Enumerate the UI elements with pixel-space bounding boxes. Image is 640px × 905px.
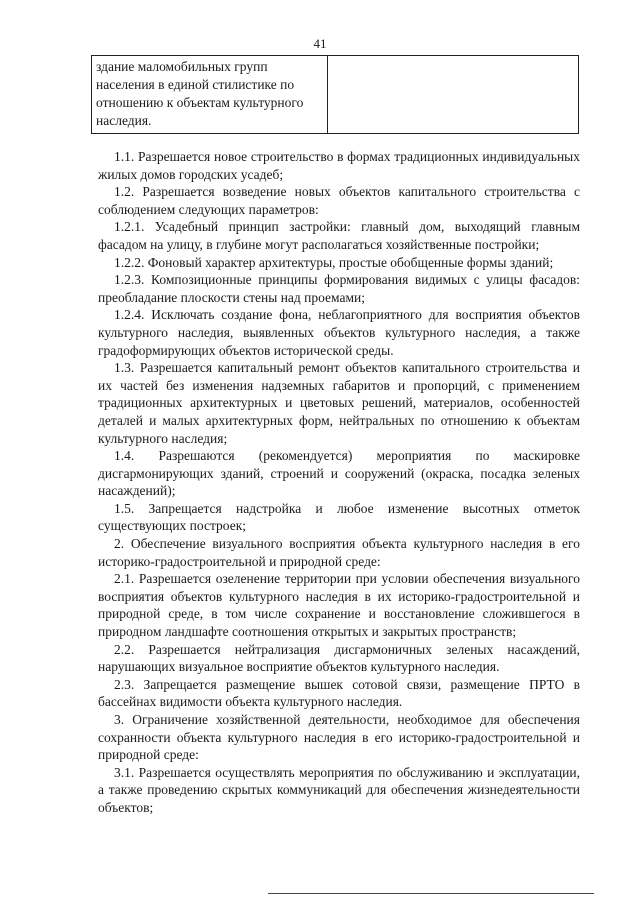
document-body bbox=[98, 148, 580, 817]
paragraph: 1.2.1. Усадебный принцип застройки: главный дом, выходящий главным фасадом на улицу, в глубине могут располагаться хозяйственные постройки; bbox=[98, 219, 580, 252]
paragraph: 2. Обеспечение визуального восприятия объекта культурного наследия в его историко-градостроительной и природной среде: bbox=[98, 536, 580, 569]
paragraph: 2.2. Разрешается нейтрализация дисгармоничных зеленых насаждений, нарушающих визуальное восприятие объектов культурного наследия. bbox=[98, 641, 580, 675]
table-row bbox=[92, 56, 579, 134]
table-cell-right bbox=[328, 56, 579, 134]
paragraph: 3.1. Разрешается осуществлять мероприятия по обслуживанию и эксплуатации, а также проведению скрытых коммуникаций для обеспечения жизнедеятельности объектов; bbox=[98, 764, 580, 815]
paragraph: 1.1. Разрешается новое строительство в формах традиционных индивидуальных жилых домов городских усадеб; bbox=[98, 149, 580, 182]
paragraph: 1.2.2. Фоновый характер архитектуры, простые обобщенные формы зданий; bbox=[114, 254, 554, 270]
paragraph: 1.3. Разрешается капитальный ремонт объектов капитального строительства и их частей без изменения надземных габаритов и пропорций, с применением традиционных архитектурных и цветовых решений, материалов, особенностей деталей и малых архитектурных форм, нейтральных по отношению к объектам культурного наследия; bbox=[98, 360, 580, 446]
paragraph: 1.2.4. Исключать создание фона, неблагоприятного для восприятия объектов культурного наследия, выявленных объектов культурного наследия, а также градоформирующих объектов исторической среды. bbox=[98, 307, 580, 358]
table-cell-left: здание маломобильных групп населения в единой стилистике по отношению к объектам культурного наследия. bbox=[92, 56, 328, 134]
paragraph: 2.1. Разрешается озеленение территории при условии обеспечения визуального восприятия объектов культурного наследия в их историко-градостроительной и природной среде, в том числе сохранение и восстановление сложившегося в природном ландшафте соотношения открытых и закрытых пространств; bbox=[98, 571, 580, 640]
paragraph: 1.4. Разрешаются (рекомендуется) мероприятия по маскировке дисгармонирующих зданий, строений и сооружений (окраска, посадка зеленых насаждений); bbox=[98, 448, 580, 499]
paragraph: 1.2. Разрешается возведение новых объектов капитального строительства с соблюдением следующих параметров: bbox=[98, 184, 580, 217]
paragraph: 1.2.3. Композиционные принципы формирования видимых с улицы фасадов: преобладание плоскости стены над проемами; bbox=[98, 272, 580, 305]
paragraph: 2.3. Запрещается размещение вышек сотовой связи, размещение ПРТО в бассейнах видимости объекта культурного наследия. bbox=[98, 676, 580, 710]
footer-divider bbox=[268, 893, 594, 894]
page-number: 41 bbox=[313, 36, 327, 51]
paragraph: 1.5. Запрещается надстройка и любое изменение высотных отметок существующих построек; bbox=[98, 500, 580, 534]
paragraph: 3. Ограничение хозяйственной деятельности, необходимое для обеспечения сохранности объекта культурного наследия в его историко-градостроительной и природной среде: bbox=[98, 712, 580, 763]
continuation-table bbox=[91, 55, 579, 134]
